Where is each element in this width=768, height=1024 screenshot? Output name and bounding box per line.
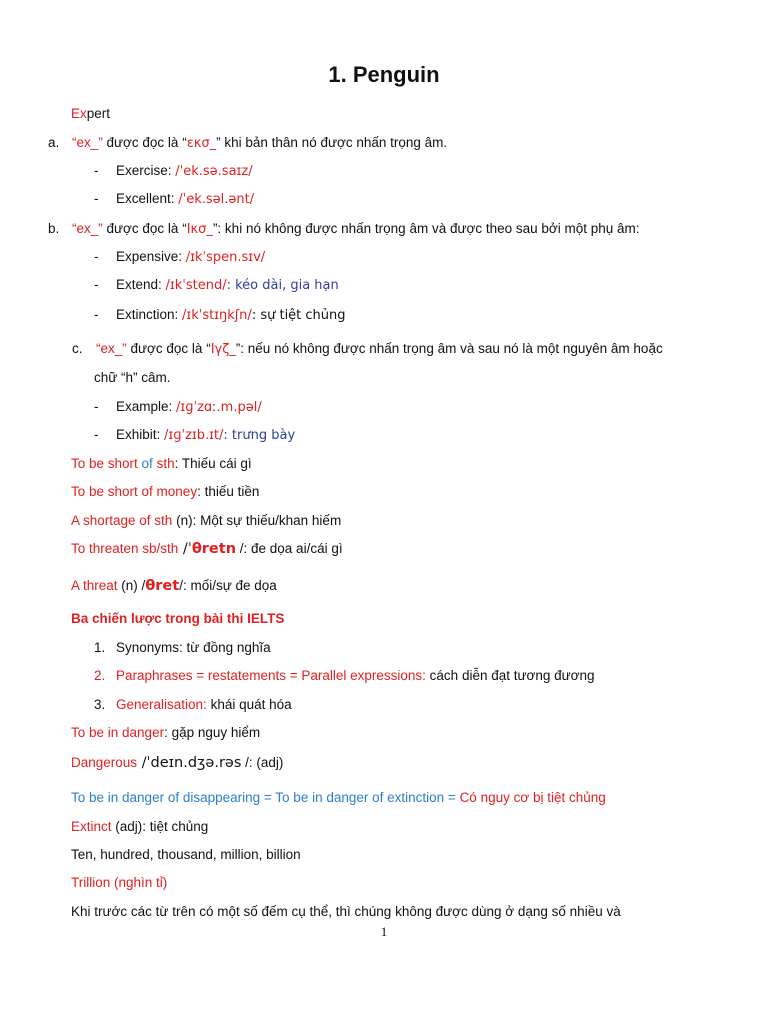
vocab-meaning: /: đe dọa ai/cái gì: [236, 541, 343, 556]
strategy-2: [94, 668, 595, 683]
vocab-threaten: [71, 541, 343, 557]
item-a-ipa: ɛκσ_: [186, 136, 217, 151]
vocab-ipa: deɪn.dʒə.rəs: [150, 755, 242, 771]
item-b-text1: được đọc là “: [102, 221, 187, 236]
vocab-meaning: : thiếu tiền: [197, 484, 260, 499]
sub-word: Extinction:: [116, 307, 183, 322]
strategy-num: 3.: [94, 697, 106, 712]
item-a-ex: “ex_”: [72, 135, 103, 150]
vocab-term-sth: sth: [152, 456, 175, 471]
sub-word: Extend:: [116, 277, 166, 292]
vocab-term: A shortage of sth: [71, 513, 173, 528]
vocab-term: To threaten sb/sth: [71, 541, 179, 556]
equals-sign: =: [444, 790, 460, 805]
sub-word: Exercise:: [116, 163, 176, 178]
sub-extra: : sự tiệt chủng: [251, 308, 346, 323]
item-c-sub-2: - Exhibit: /ɪɡˈzɪb.ɪt/: trưng bày: [94, 427, 296, 443]
vocab-meaning: Có nguy cơ bị tiệt chủng: [459, 790, 606, 805]
expert-line: [71, 106, 110, 121]
item-c-ex: “ex_”: [96, 341, 127, 356]
strategy-1: [94, 640, 271, 655]
sub-ipa: /ɪɡˈzɑː.m.pəl/: [176, 400, 262, 415]
vocab-meaning: /: (adj): [241, 755, 284, 770]
item-a-sub-2: - Excellent: /ˈek.səl.ənt/: [94, 191, 255, 207]
item-c-marker: c.: [72, 341, 83, 356]
item-a: [48, 135, 447, 151]
item-a-text2: ” khi bản thân nó được nhấn trọng âm.: [216, 135, 448, 150]
vocab-ipa-open: /ˈ: [137, 755, 151, 771]
sub-extra: : trưng bày: [223, 428, 296, 443]
strategy-num: 2.: [94, 668, 106, 683]
strategies-heading: Ba chiến lược trong bài thi IELTS: [71, 611, 285, 626]
strategy-desc: cách diễn đạt tương đương: [425, 668, 595, 683]
item-c-sub-1: - Example: /ɪɡˈzɑː.m.pəl/: [94, 399, 262, 415]
sub-ipa: /ɪkˈstɪŋkʃn/: [182, 308, 252, 323]
sub-ipa: /ˈek.səl.ənt/: [178, 192, 255, 207]
strategy-label: Synonyms:: [116, 640, 183, 655]
vocab-term: A threat: [71, 578, 118, 593]
item-a-marker: a.: [48, 135, 60, 150]
vocab-term: Extinct: [71, 819, 112, 834]
item-b-sub-2: - Extend: /ɪkˈstend/: kéo dài, gia hạn: [94, 277, 339, 293]
item-c: [72, 341, 663, 357]
page-title: 1. Penguin: [328, 62, 440, 87]
strategy-3: [94, 697, 292, 712]
expert-rest: pert: [86, 106, 111, 121]
vocab-extinct: [71, 819, 208, 834]
vocab-pos: (n) /: [117, 578, 146, 593]
item-b-text2: ”: khi nó không được nhấn trọng âm và được theo sau bởi một phụ âm:: [212, 221, 640, 236]
vocab-term: To be in danger: [71, 725, 165, 740]
vocab-meaning: (adj): tiệt chủng: [111, 819, 209, 834]
sub-ipa: /ɪkˈstend/: [165, 278, 227, 293]
expert-ex: Ex: [71, 106, 87, 121]
vocab-ipa-open: /ˈ: [178, 541, 192, 557]
sub-ipa: /ˈek.sə.saɪz/: [175, 164, 253, 179]
vocab-shortage: [71, 513, 341, 528]
item-b-sub-3: - Extinction: /ɪkˈstɪŋkʃn/: sự tiệt chủng: [94, 307, 346, 323]
trillion-line: Trillion (nghìn tỉ): [71, 875, 168, 890]
item-b-marker: b.: [48, 221, 60, 236]
vocab-ipa: θret: [145, 578, 180, 594]
item-c-text2: ”: nếu nó không được nhấn trọng âm và sau nó là một nguyên âm hoặc: [235, 341, 663, 356]
vocab-threat: [71, 578, 277, 594]
vocab-term-2: To be in danger of extinction: [275, 790, 445, 805]
sub-word: Expensive:: [116, 249, 186, 264]
sub-word: Exhibit:: [116, 427, 165, 442]
item-a-text1: được đọc là “: [102, 135, 187, 150]
vocab-meaning: (n): Một sự thiếu/khan hiếm: [172, 513, 342, 528]
sub-word: Excellent:: [116, 191, 179, 206]
vocab-ipa: θretn: [191, 541, 237, 557]
vocab-term: To be short of money: [71, 484, 198, 499]
strategy-num: 1.: [94, 640, 106, 655]
sub-word: Example:: [116, 399, 177, 414]
vocab-meaning: /: mối/sự đe dọa: [179, 578, 277, 593]
item-c-text3: chữ “h” câm.: [94, 370, 171, 385]
page-number: 1: [380, 924, 388, 939]
vocab-term: Dangerous: [71, 755, 138, 770]
item-c-text1: được đọc là “: [126, 341, 211, 356]
strategy-label: Paraphrases = restatements = Parallel expressions:: [116, 668, 426, 683]
sub-extra: : kéo dài, gia hạn: [226, 278, 339, 293]
equals-sign: =: [260, 790, 276, 805]
vocab-dangerous: [71, 755, 283, 771]
vocab-term-of: of: [141, 456, 153, 471]
item-b-sub-1: - Expensive: /ɪkˈspen.sɪv/: [94, 249, 266, 265]
vocab-term: To be short: [71, 456, 142, 471]
vocab-disappearing: [71, 790, 606, 805]
item-c-ipa: Ιγζ_: [210, 342, 236, 357]
vocab-short-of-money: [71, 484, 259, 499]
vocab-term: To be in danger of disappearing: [71, 790, 261, 805]
strategy-desc: khái quát hóa: [206, 697, 292, 712]
vocab-meaning: : gặp nguy hiểm: [164, 725, 261, 740]
item-b-ex: “ex_”: [72, 221, 103, 236]
item-a-sub-1: - Exercise: /ˈek.sə.saɪz/: [94, 163, 253, 179]
vocab-short-of: [71, 456, 252, 471]
sub-ipa: /ɪɡˈzɪb.ɪt/: [164, 428, 224, 443]
vocab-meaning: : Thiếu cái gì: [174, 456, 252, 471]
vocab-in-danger: [71, 725, 260, 740]
numbers-line: Ten, hundred, thousand, million, billion: [71, 847, 301, 862]
strategy-label: Generalisation:: [116, 697, 207, 712]
strategy-desc: từ đồng nghĩa: [182, 640, 271, 655]
sub-ipa: /ɪkˈspen.sɪv/: [185, 250, 266, 265]
item-b-ipa: Ικσ_: [186, 222, 213, 237]
last-line: Khi trước các từ trên có một số đếm cụ thể, thì chúng không được dùng ở dạng số nhiều và: [71, 904, 621, 919]
item-b: [48, 221, 640, 237]
